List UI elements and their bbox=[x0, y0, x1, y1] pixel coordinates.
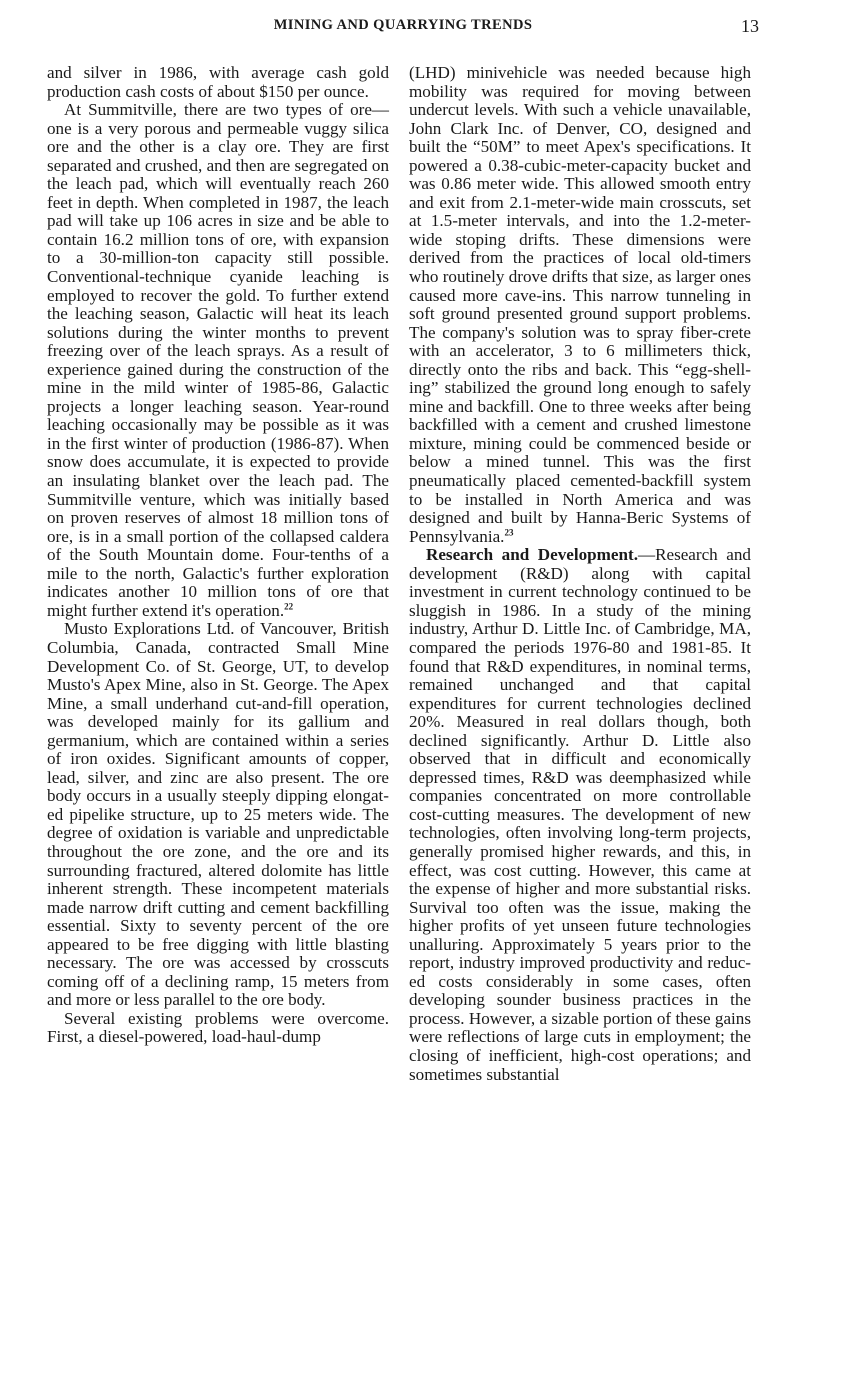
paragraph-text: and silver in 1986, with average cash gold production cash costs of about $150 per ounce. bbox=[47, 63, 389, 101]
right-column bbox=[409, 64, 751, 1084]
paragraph-text: Musto Explorations Ltd. of Vancouver, British Columbia, Canada, contracted Small Mine Development Co. of St. George, UT, to develop Musto's Apex Mine, also in St. George. The Apex Mine, a small underhand cut-and-fill operation, was developed mainly for its gallium and germanium, which are contained within a series of iron oxides. Significant amounts of copper, lead, silver, and zinc are also present. The ore body occurs in a usually steeply dipping elongated pipelike structure, up to 25 meters wide. The degree of oxidation is variable and unpredictable throughout the ore zone, and the ore and its surrounding fractured, altered dolomite has little inherent strength. These incompetent materials made narrow drift cutting and cement backfilling essential. Sixty to seventy percent of the ore appeared to be free digging with little blasting necessary. The ore was accessed by crosscuts coming off of a declining ramp, 15 meters from and more or less parallel to the ore body. bbox=[47, 619, 389, 1010]
paragraph-text: Several existing problems were overcome. First, a diesel-powered, load-haul-dump bbox=[47, 1008, 389, 1047]
footnote-marker: 22 bbox=[284, 601, 294, 612]
page-number: 13 bbox=[741, 16, 759, 36]
paragraph-text: —Research and development (R&D) along with capital investment in current technology continued to be sluggish in 1986. In a study of the mining industry, Arthur D. Little Inc. of Cambridge, MA, compared the periods 1976-80 and 1981-85. It found that R&D expenditures, in nominal terms, remained unchanged and that capital expenditures for current technologies declined 20%. Measured in real dollars though, both declined significantly. Arthur D. Little also observed that in difficult and economically depressed times, R&D was deemphasized while companies concentrated on more controllable cost-cutting measures. The development of new technologies, often involving long-term projects, generally promised higher rewards, and this, in effect, was cost cutting. However, this came at the expense of higher and more substantial risks. Survival too often was the issue, making the higher profits of yet unseen future technologies unalluring. Approximately 5 years prior to the report, industry improved productivity and reduced costs considerably in some cases, often developing sounder business practices in the process. However, a sizable portion of these gains were reflections of large cuts in employment; the closing of inefficient, high-cost operations; and sometimes substantial bbox=[409, 545, 751, 1084]
paragraph-summitville bbox=[47, 101, 389, 620]
footnote-marker: 23 bbox=[504, 526, 514, 537]
paragraph-text: (LHD) minivehicle was needed because high mobility was required for moving between undercut levels. With such a vehicle unavailable, John Clark Inc. of Denver, CO, designed and built the “50M” to meet Apex's specifications. It powered a 0.38-cubic-meter-capacity bucket and was 0.86 meter wide. This allowed smooth entry and exit from 2.1-meter-wide main crosscuts, set at 1.5-meter intervals, and into the 1.2-meter-wide stoping drifts. These dimensions were derived from the practices of local old-timers who routinely drove drifts that size, as larger ones caused more cave-ins. This narrow tunneling in soft ground presented ground support problems. The company's solution was to spray fiber-crete with an accelerator, 3 to 6 millimeters thick, directly onto the ribs and back. This “egg-shelling” stabilized the ground long enough to safely mine and backfill. One to three weeks after being backfilled with a cement and crushed limestone mixture, mining could be commenced beside or below a mined tunnel. This was the first pneumatically placed cemented-backfill system to be installed in North America and was designed and built by Hanna-Beric Systems of Pennsylvania. bbox=[409, 63, 751, 546]
paragraph-problems-overcome bbox=[47, 1010, 389, 1047]
paragraph-gold-silver-continued bbox=[47, 64, 389, 101]
page-header bbox=[47, 14, 759, 40]
paragraph-text: At Summitville, there are two types of ore—one is a very porous and permeable vuggy silica ore and the other is a clay ore. They are first separated and crushed, and then are segregated on the leach pad, which will eventually reach 260 feet in depth. When completed in 1987, the leach pad will take up 106 acres in size and be able to contain 16.2 million tons of ore, with expansion to a 30-million-ton capacity still possible. Conventional-technique cyanide leaching is employed to recover the gold. To further extend the leaching season, Galactic will heat its leach solutions during the winter months to prevent freezing over of the leach sprays. As a result of experience gained during the construction of the mine in the mild winter of 1985-86, Galactic projects a longer leaching season. Year-round leaching occasionally may be possible as it was in the first winter of production (1986-87). When snow does accumulate, it is expected to provide an insulating blanket over the leach pad. The Summitville venture, which was initially based on proven reserves of almost 18 million tons of ore, is in a small portion of the collapsed caldera of the South Mountain dome. Four-tenths of a mile to the north, Galactic's further exploration indicates another 10 million tons of ore that might further extend it's operation. bbox=[47, 100, 389, 620]
left-column bbox=[47, 64, 389, 1047]
section-heading: Research and Development. bbox=[426, 545, 638, 565]
paragraph-musto-apex bbox=[47, 620, 389, 1009]
paragraph-lhd-minivehicle bbox=[409, 64, 751, 546]
paragraph-research-development bbox=[409, 546, 751, 1084]
running-head: MINING AND QUARRYING TRENDS bbox=[273, 17, 533, 33]
